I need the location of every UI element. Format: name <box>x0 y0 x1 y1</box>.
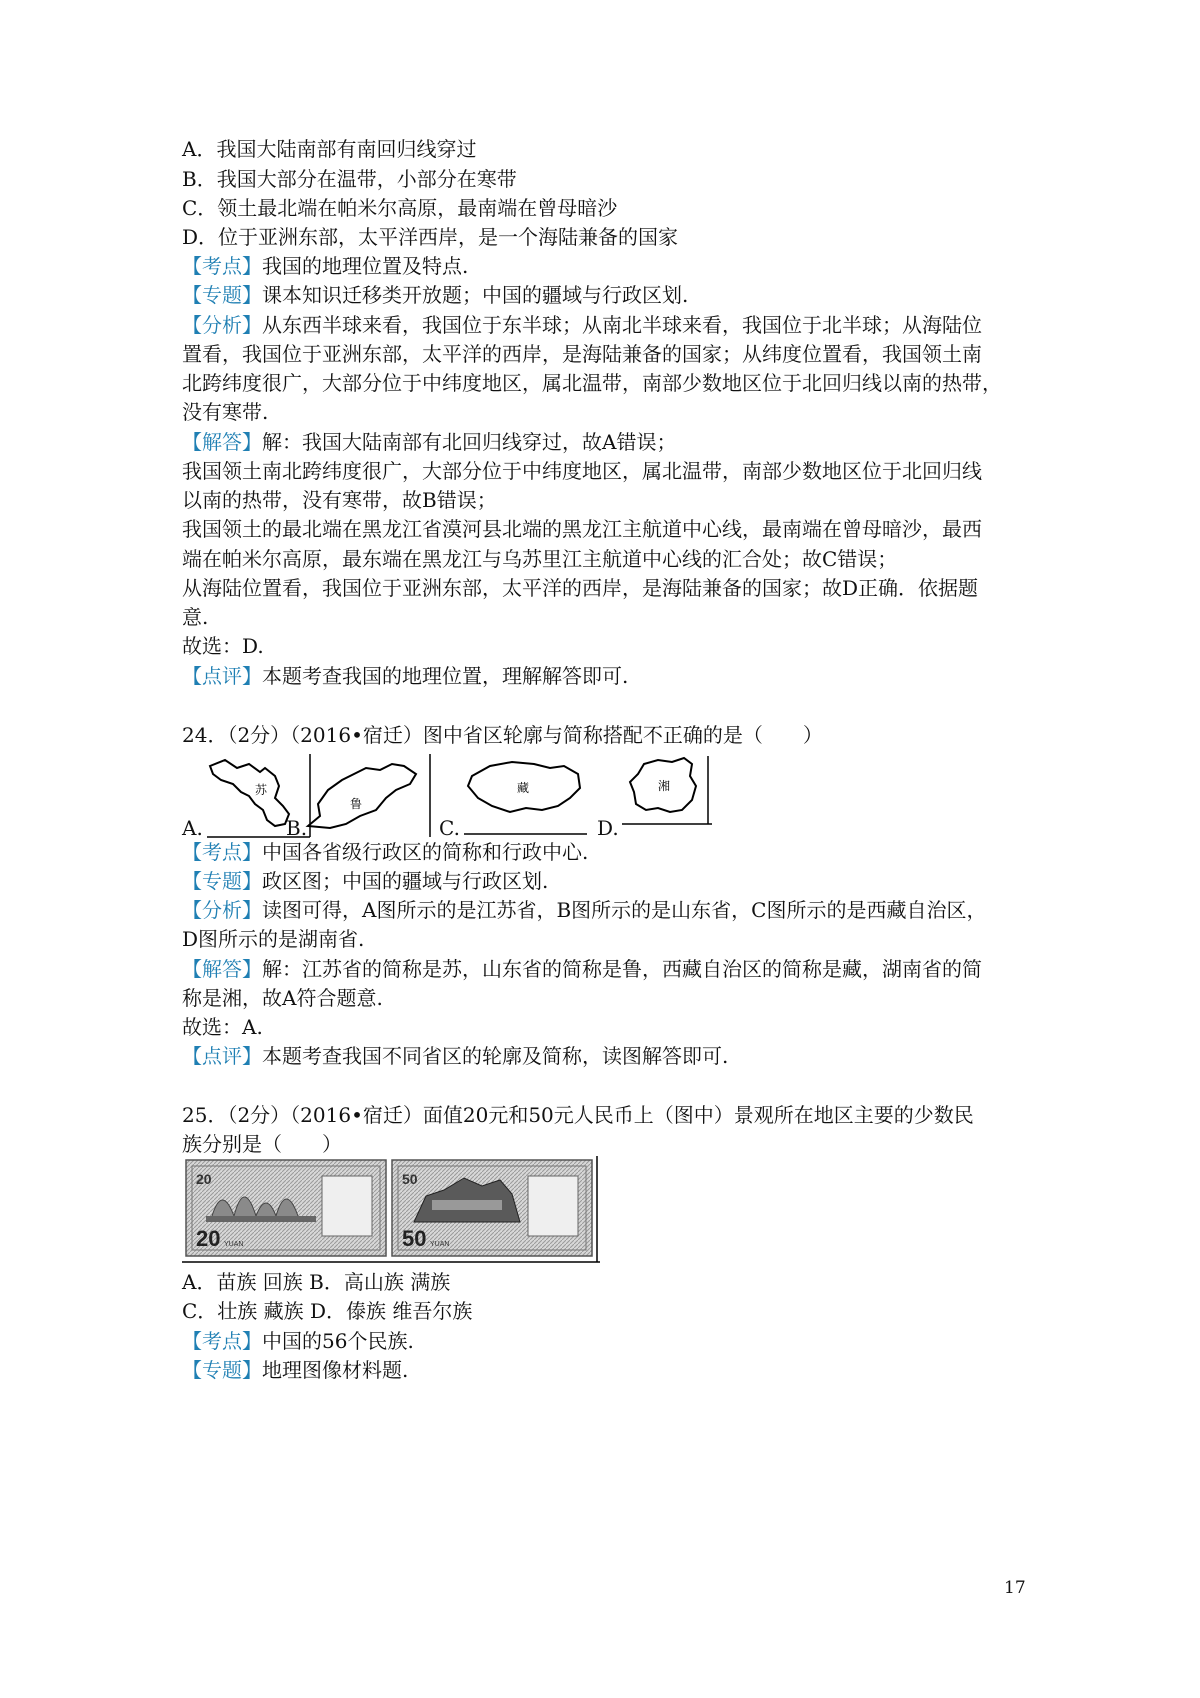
q24-jieda-line-2: 称是湘，故A符合题意. <box>182 986 383 1010</box>
jieda-text: 解：我国大陆南部有北回归线穿过，故A错误； <box>262 430 677 454</box>
hunan-abbr-label: 湘 <box>658 779 671 793</box>
note50-unit: YUAN <box>430 1241 450 1248</box>
q23-fenxi-line-2: 置看，我国位于亚洲东部，太平洋的西岸，是海陆兼备的国家；从纬度位置看，我国领土南 <box>182 342 982 366</box>
q23-jieda-line-1 <box>182 427 676 458</box>
dianping-text: 本题考查我国不同省区的轮廓及简称，读图解答即可. <box>262 1044 729 1068</box>
note20-corner-value: 20 <box>196 1171 212 1187</box>
jiangsu-abbr-label: 苏 <box>255 783 268 797</box>
q25-zhuanti <box>182 1355 408 1386</box>
q23-option-c: C．领土最北端在帕米尔高原，最南端在曾母暗沙 <box>182 196 618 220</box>
q23-dianping <box>182 661 628 692</box>
note50-value: 50 <box>402 1226 427 1251</box>
q23-jieda-line-7: 意. <box>182 605 209 629</box>
q23-answer: 故选：D. <box>182 634 264 658</box>
kaodian-text: 中国的56个民族. <box>262 1329 414 1353</box>
kaodian-tag: 【考点】 <box>182 1329 262 1353</box>
zhuanti-text: 政区图；中国的疆域与行政区划. <box>262 869 549 893</box>
q23-jieda-line-2: 我国领土南北跨纬度很广，大部分位于中纬度地区，属北温带，南部少数地区位于北回归线 <box>182 459 982 483</box>
fenxi-text: 从东西半球来看，我国位于东半球；从南北半球来看，我国位于北半球；从海陆位 <box>262 313 982 337</box>
page-number: 17 <box>1004 1578 1026 1598</box>
q25-options-row-1: A．苗族 回族 B．高山族 满族 <box>182 1270 451 1294</box>
shandong-outline-map <box>300 754 435 839</box>
q24-jieda-line-1 <box>182 954 982 985</box>
kaodian-text: 中国各省级行政区的简称和行政中心. <box>262 840 589 864</box>
q23-zhuanti <box>182 280 688 311</box>
note20-unit: YUAN <box>224 1241 244 1248</box>
shandong-abbr-label: 鲁 <box>350 797 363 811</box>
zhuanti-text: 地理图像材料题. <box>262 1358 409 1382</box>
banknotes-figure <box>182 1156 602 1264</box>
jieda-text: 解：江苏省的简称是苏，山东省的简称是鲁，西藏自治区的简称是藏，湖南省的简 <box>262 957 982 981</box>
q23-jieda-line-6: 从海陆位置看，我国位于亚洲东部，太平洋的西岸，是海陆兼备的国家；故D正确．依据题 <box>182 576 979 600</box>
q25-kaodian <box>182 1326 414 1357</box>
q24-option-d-letter: D. <box>597 816 619 840</box>
dianping-tag: 【点评】 <box>182 664 262 688</box>
tibet-abbr-label: 藏 <box>517 781 530 795</box>
hunan-outline-map <box>620 754 715 829</box>
q24-option-a-letter: A. <box>182 816 203 840</box>
q24-fenxi-line-2: D图所示的是湖南省. <box>182 927 365 951</box>
kaodian-tag: 【考点】 <box>182 254 262 278</box>
fenxi-tag: 【分析】 <box>182 313 262 337</box>
kaodian-tag: 【考点】 <box>182 840 262 864</box>
q24-answer: 故选：A. <box>182 1015 263 1039</box>
zhuanti-text: 课本知识迁移类开放题；中国的疆域与行政区划. <box>262 283 689 307</box>
q24-fenxi-line-1 <box>182 895 986 926</box>
q24-option-b-letter: B. <box>286 816 308 840</box>
q25-stem-line-1: 25．（2分）（2016•宿迁）面值20元和50元人民币上（图中）景观所在地区主要的少数民 <box>182 1103 974 1127</box>
zhuanti-tag: 【专题】 <box>182 283 262 307</box>
fifty-yuan-note <box>392 1160 592 1256</box>
dianping-text: 本题考查我国的地理位置，理解解答即可. <box>262 664 629 688</box>
q25-stem-line-2: 族分别是（ ） <box>182 1132 342 1156</box>
q23-option-d: D．位于亚洲东部，太平洋西岸，是一个海陆兼备的国家 <box>182 225 679 249</box>
note50-corner-value: 50 <box>402 1171 418 1187</box>
jieda-tag: 【解答】 <box>182 430 262 454</box>
twenty-yuan-note <box>186 1160 386 1256</box>
q23-fenxi-line-4: 没有寒带. <box>182 400 269 424</box>
tibet-outline-map <box>462 754 592 839</box>
q23-jieda-line-3: 以南的热带，没有寒带，故B错误； <box>182 488 497 512</box>
q23-fenxi-line-1 <box>182 310 982 341</box>
q23-fenxi-line-3: 北跨纬度很广，大部分位于中纬度地区，属北温带，南部少数地区位于北回归线以南的热带， <box>182 371 1002 395</box>
jieda-tag: 【解答】 <box>182 957 262 981</box>
note20-value: 20 <box>196 1226 221 1251</box>
q24-kaodian <box>182 837 588 868</box>
q23-kaodian <box>182 251 468 282</box>
q24-zhuanti <box>182 866 548 897</box>
fenxi-tag: 【分析】 <box>182 898 262 922</box>
q24-option-c-letter: C. <box>439 816 460 840</box>
dianping-tag: 【点评】 <box>182 1044 262 1068</box>
q23-jieda-line-5: 端在帕米尔高原，最东端在黑龙江与乌苏里江主航道中心线的汇合处；故C错误； <box>182 547 898 571</box>
q23-option-a: A．我国大陆南部有南回归线穿过 <box>182 137 477 161</box>
kaodian-text: 我国的地理位置及特点. <box>262 254 469 278</box>
zhuanti-tag: 【专题】 <box>182 1358 262 1382</box>
q24-stem: 24．（2分）（2016•宿迁）图中省区轮廓与简称搭配不正确的是（ ） <box>182 723 823 747</box>
q25-options-row-2: C．壮族 藏族 D．傣族 维吾尔族 <box>182 1299 473 1323</box>
q24-dianping <box>182 1041 728 1072</box>
zhuanti-tag: 【专题】 <box>182 869 262 893</box>
q23-jieda-line-4: 我国领土的最北端在黑龙江省漠河县北端的黑龙江主航道中心线，最南端在曾母暗沙，最西 <box>182 517 982 541</box>
fenxi-text: 读图可得，A图所示的是江苏省，B图所示的是山东省，C图所示的是西藏自治区， <box>262 898 987 922</box>
q23-option-b: B．我国大部分在温带，小部分在寒带 <box>182 167 517 191</box>
